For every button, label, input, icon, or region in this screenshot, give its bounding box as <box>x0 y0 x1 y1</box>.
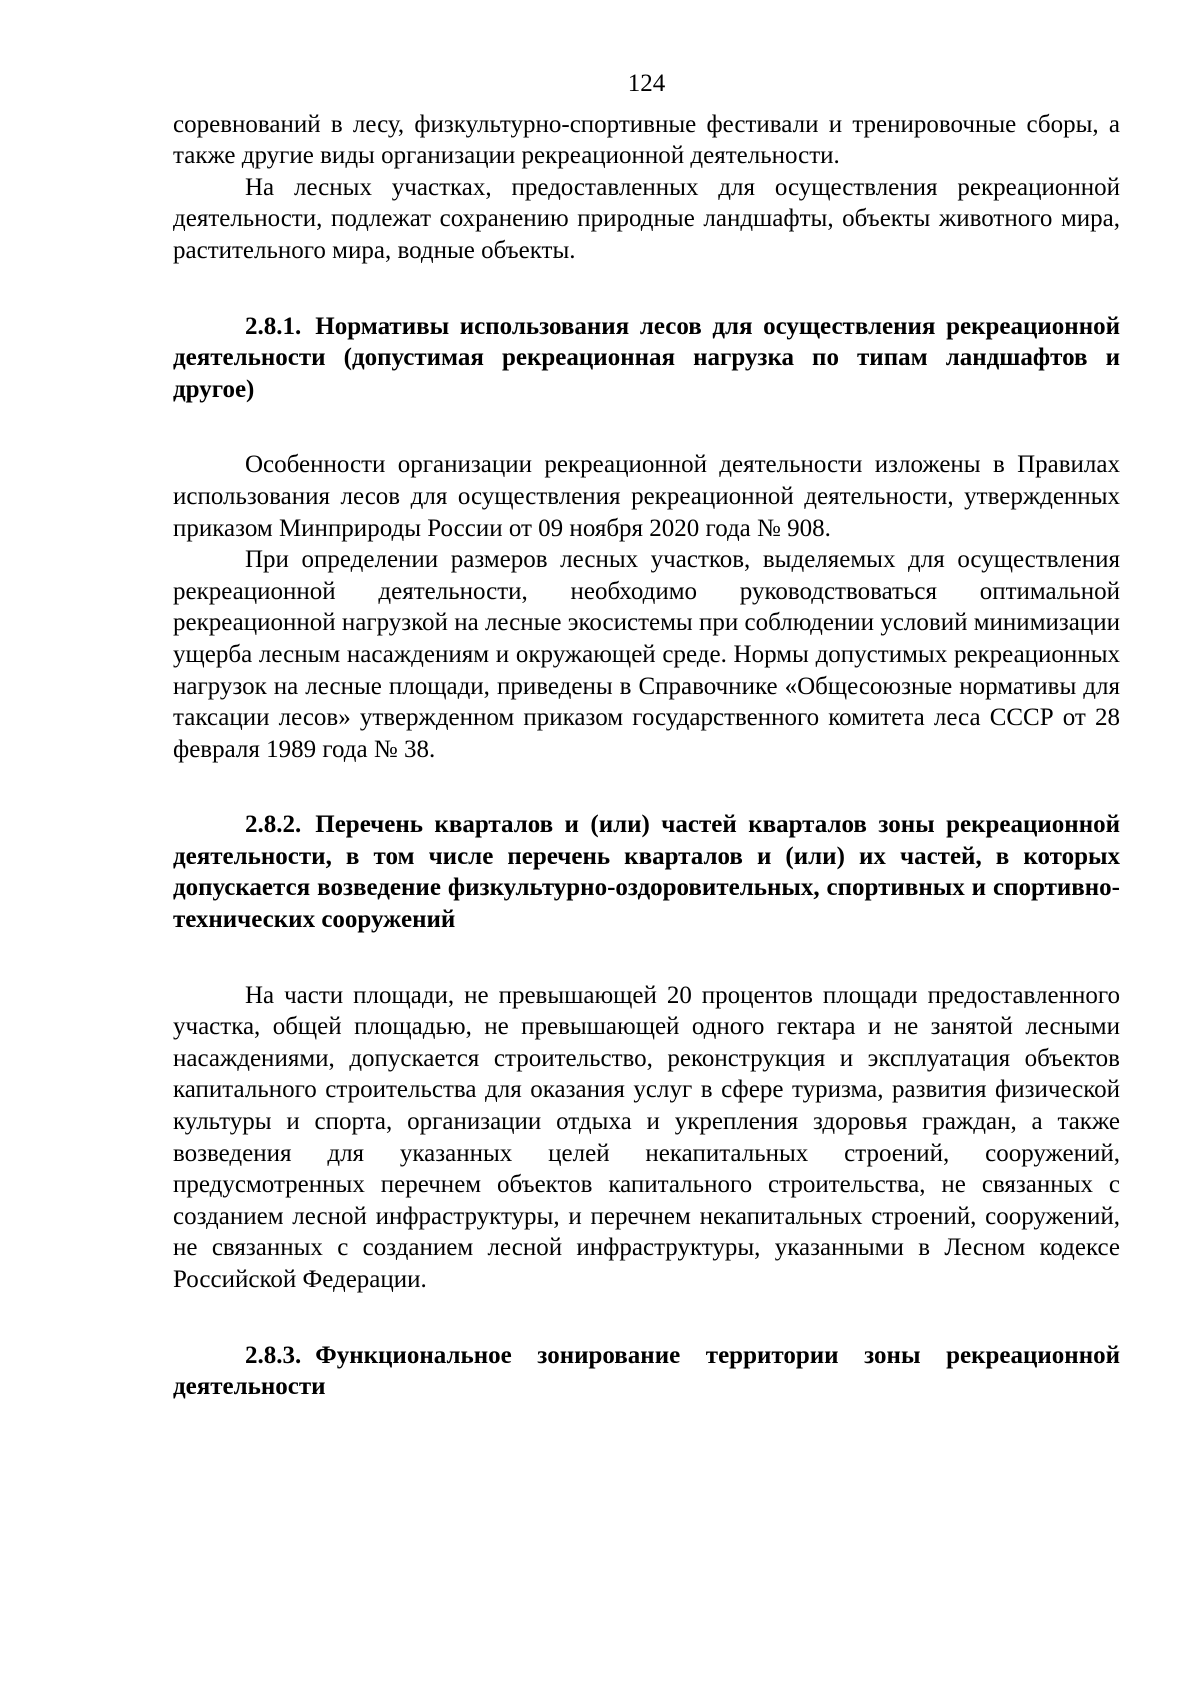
spacer <box>173 1296 1120 1340</box>
section-heading-2-8-2 <box>173 809 1120 935</box>
paragraph-continuation: соревнований в лесу, физкультурно-спортивные фестивали и тренировочные сборы, а также другие виды организации рекреационной деятельности. <box>173 110 1120 170</box>
page-number: 124 <box>627 70 666 97</box>
paragraph-landscape-preservation: На лесных участках, предоставленных для осуществления рекреационной деятельности, подлежат сохранению природные ландшафты, объекты животного мира, растительного мира, водные объекты. <box>173 173 1120 264</box>
section-number: 2.8.1. <box>245 312 302 340</box>
section-title: Перечень кварталов и (или) частей кварталов зоны рекреационной деятельности, в том числе перечень кварталов и (или) их частей, в которых допускается возведение физкультурно-оздоровительных, спортивных и спортивно-технических сооружений <box>173 811 1120 934</box>
paragraph-recreational-load: При определении размеров лесных участков, выделяемых для осуществления рекреационной деятельности, необходимо руководствоваться оптимальной рекреационной нагрузкой на лесные экосистемы при соблюдении условий минимизации ущерба лесным насаждениям и окружающей среде. Нормы допустимых рекреационных нагрузок на лесные площади, приведены в Справочнике «Общесоюзные нормативы для таксации лесов» утвержденном приказом государственного комитета леса СССР от 28 февраля 1989 года № 38. <box>173 546 1120 763</box>
document-page <box>173 68 1120 1403</box>
paragraph-rules-reference: Особенности организации рекреационной деятельности изложены в Правилах использования лесов для осуществления рекреационной деятельности, утвержденных приказом Минприроды России от 09 ноября 2020 года № 908. <box>173 451 1120 542</box>
spacer <box>173 267 1120 311</box>
section-title: Функциональное зонирование территории зоны рекреационной деятельности <box>173 1341 1120 1401</box>
section-number: 2.8.3. <box>245 1341 302 1369</box>
paragraph-construction-allowance: На части площади, не превышающей 20 процентов площади предоставленного участка, общей площадью, не превышающей одного гектара и не занятой лесными насаждениями, допускается строительство, реконструкция и эксплуатация объектов капитального строительства для оказания услуг в сфере туризма, развития физической культуры и спорта, организации отдыха и укрепления здоровья граждан, а также возведения для указанных целей некапитальных строений, сооружений, предусмотренных перечнем объектов капитального строительства, не связанных с созданием лесной инфраструктуры, и перечнем некапитальных строений, сооружений, не связанных с созданием лесной инфраструктуры, указанными в Лесном кодексе Российской Федерации. <box>173 981 1120 1293</box>
spacer <box>173 765 1120 809</box>
section-heading-2-8-1 <box>173 311 1120 406</box>
spacer <box>173 936 1120 980</box>
section-title: Нормативы использования лесов для осуществления рекреационной деятельности (допустимая рекреационная нагрузка по типам ландшафтов и другое) <box>173 312 1120 403</box>
section-number: 2.8.2. <box>245 811 302 839</box>
spacer <box>173 405 1120 449</box>
section-heading-2-8-3 <box>173 1340 1120 1403</box>
